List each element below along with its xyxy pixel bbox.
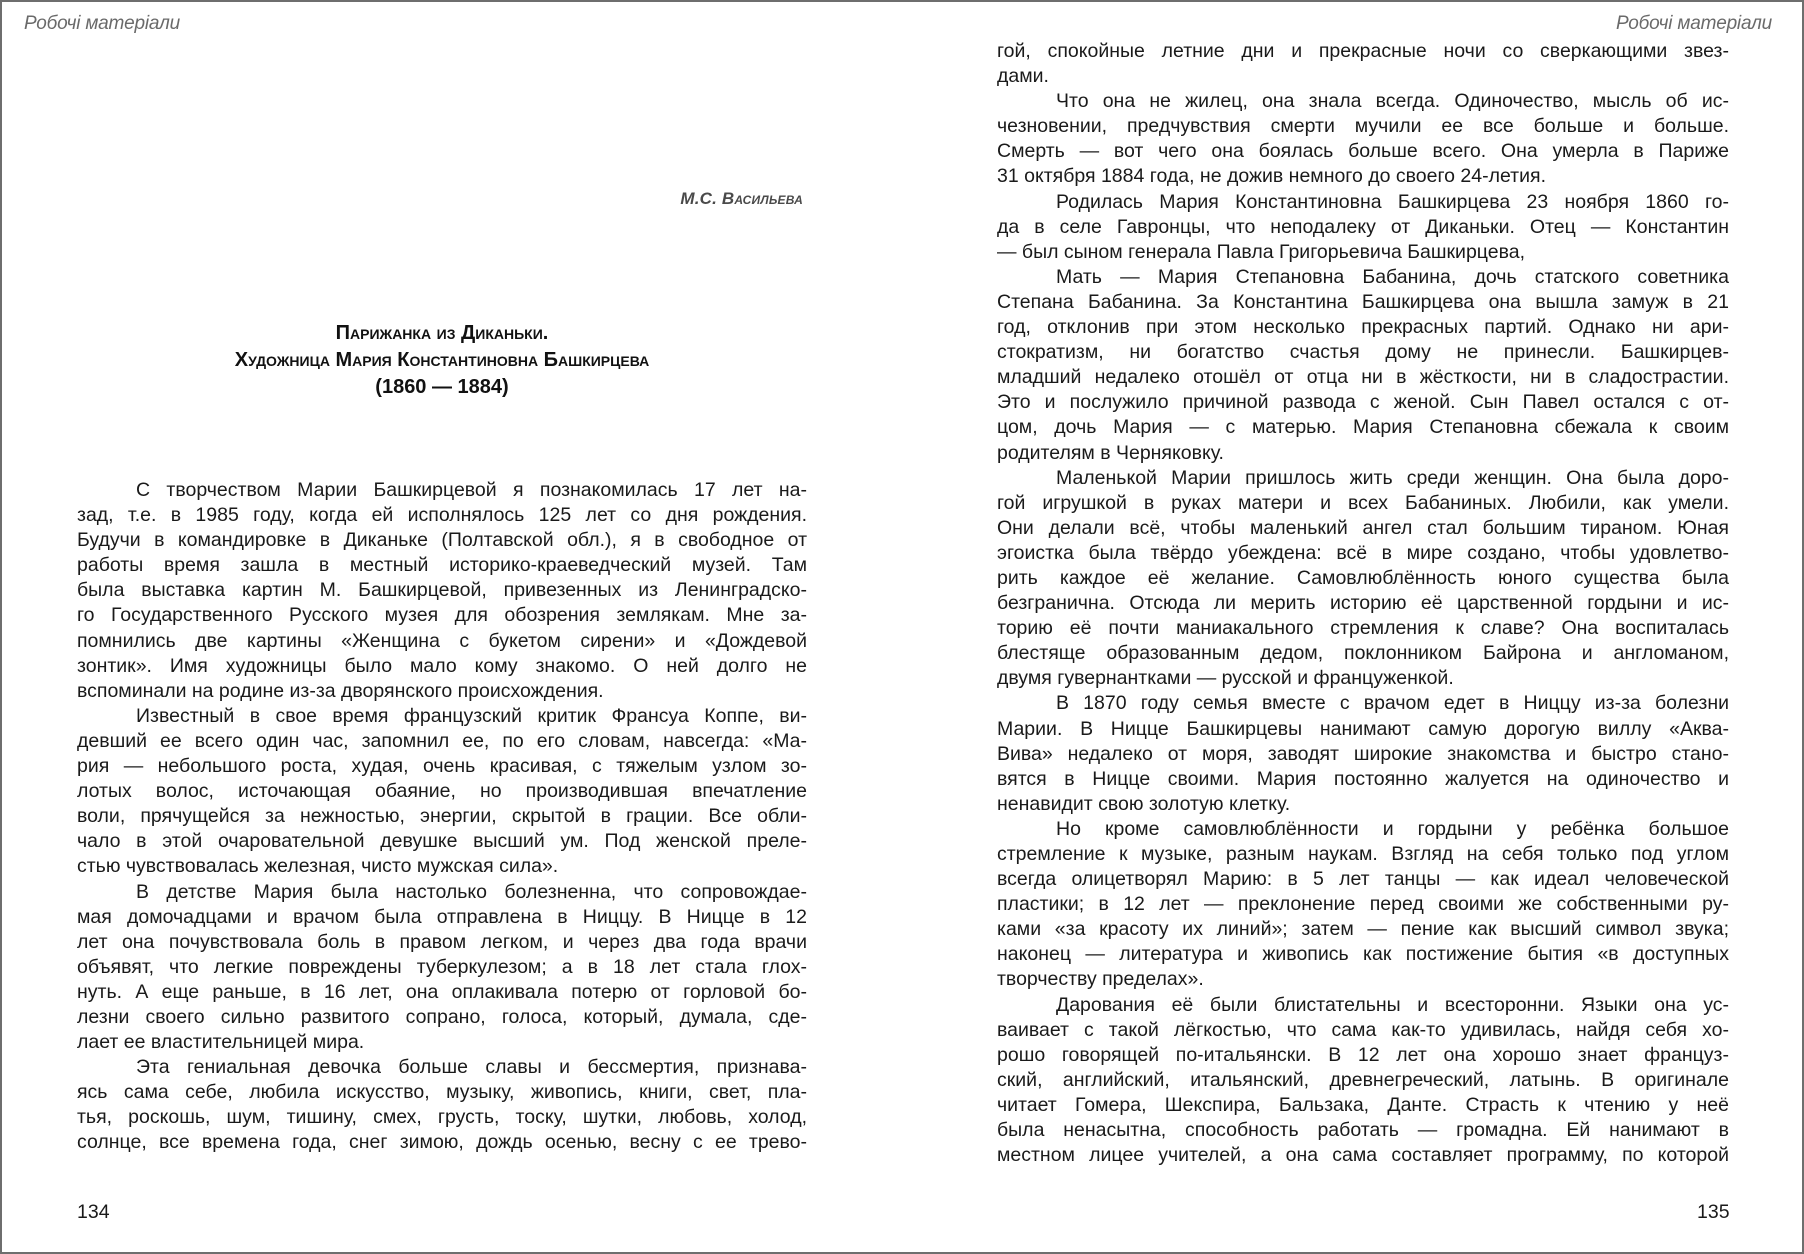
- text-line: тья, роскошь, шум, тишину, смех, грусть, тоску, шутки, любовь, холод,: [77, 1106, 807, 1129]
- running-head-right: Робочі матеріали: [1616, 13, 1772, 34]
- text-line: Степана Бабанина. За Константина Башкирцева она вышла замуж в 21: [997, 290, 1729, 313]
- title-line: (1860 — 1884): [375, 376, 509, 398]
- text-line: стремление к музыке, разным наукам. Взгляд на себя только под углом: [997, 843, 1729, 865]
- text-line: солнце, все времена года, снег зимою, дождь осенью, весну с ее трево-: [77, 1131, 807, 1154]
- text-line: Они делали всё, чтобы маленький ангел стал большим тираном. Юная: [997, 516, 1729, 539]
- text-line: лезни своего сильно развитого сопрано, голоса, который, думала, сде-: [77, 1005, 807, 1028]
- text-line: пластики; в 12 лет — преклонение перед своими же собственными ру-: [997, 893, 1729, 916]
- text-line: Известный в свое время французский критик Франсуа Коппе, ви-: [136, 704, 807, 727]
- text-line: младший недалеко отошёл от отца ни в жёсткости, ни в сладострастии.: [997, 366, 1729, 389]
- text-line: гой, спокойные летние дни и прекрасные ночи со сверкающими звез-: [997, 40, 1729, 62]
- text-line: — был сыном генерала Павла Григорьевича Башкирцева,: [997, 240, 1525, 263]
- article-author: М.С. Васильева: [680, 189, 803, 208]
- text-line: ками «за красоту их линий»; затем — пение как высший символ звука;: [997, 918, 1729, 941]
- paragraph: [77, 704, 807, 880]
- text-line: 31 октября 1884 года, не дожив немного до своего 24-летия.: [997, 165, 1546, 188]
- text-line: рить каждое её желание. Самовлюблённость юного существа была: [997, 566, 1729, 589]
- text-line: вятся в Ницце своими. Мария постоянно жалуется на одиночество и: [997, 767, 1729, 790]
- text-line: нуть. А еще раньше, в 16 лет, она оплакивала потерю от горловой бо-: [77, 980, 807, 1003]
- text-line: Будучи в командировке в Диканьке (Полтавской обл.), я в свободное от: [77, 529, 807, 552]
- paragraph: [997, 265, 1729, 466]
- text-line: Но кроме самовлюблённости и гордыни у ребёнка большое: [1056, 817, 1729, 840]
- text-line: чезновении, предчувствия смерти мучили ее все больше и больше.: [997, 115, 1729, 138]
- text-line: чало в этой очаровательной девушке высший ум. Под женской преле-: [77, 830, 807, 853]
- running-head-left: Робочі матеріали: [24, 13, 180, 34]
- text-line: Мать — Мария Степановна Бабанина, дочь статского советника: [1056, 265, 1729, 288]
- text-line: лет она почувствовала боль в правом легком, и через два года врачи: [77, 930, 807, 953]
- text-line: дами.: [997, 65, 1049, 88]
- text-line: зонтик». Имя художницы было мало кому знакомо. О ней долго не: [77, 654, 807, 677]
- text-line: Родилась Мария Константиновна Башкирцева 23 ноября 1860 го-: [1056, 190, 1729, 213]
- text-line: Марии. В Ницце Башкирцевы нанимают самую дорогую виллу «Аква-: [997, 717, 1729, 740]
- text-line: Что она не жилец, она знала всегда. Одиночество, мысль об ис-: [1056, 90, 1729, 113]
- text-line: Дарования её были блистательны и всесторонни. Языки она ус-: [1056, 993, 1729, 1016]
- right-page-body: [997, 39, 1729, 1168]
- text-line: да в селе Гавронцы, что неподалеку от Диканьки. Отец — Константин: [997, 215, 1729, 238]
- text-line: ясь сама себе, любила искусство, музыку, живопись, книги, свет, пла-: [77, 1081, 807, 1104]
- text-line: родителям в Черняковку.: [997, 441, 1224, 464]
- paragraph: [997, 817, 1729, 993]
- text-line: была выставка картин М. Башкирцевой, привезенных из Ленинградско-: [77, 579, 807, 602]
- paragraph: [77, 880, 807, 1056]
- text-line: Это и послужило причиной развода с женой. Сын Павел остался с от-: [997, 391, 1729, 414]
- text-line: читает Гомера, Шекспира, Бальзака, Данте. Страсть к чтению у неё: [997, 1093, 1729, 1116]
- text-line: блестяще образованным дедом, поклонником Байрона и англоманом,: [997, 642, 1729, 665]
- text-line: год, отклонив при этом несколько прекрасных партий. Однако ни ари-: [997, 316, 1729, 339]
- text-line: лотых волос, источающая обаяние, но производившая впечатление: [77, 780, 807, 803]
- text-line: ский, английский, итальянский, древнегреческий, латынь. В оригинале: [997, 1068, 1729, 1091]
- text-line: вспоминали на родине из-за дворянского происхождения.: [77, 679, 604, 702]
- text-line: всегда олицетворял Марию: в 5 лет танцы — как идеал человеческой: [997, 868, 1729, 891]
- text-line: девший ее всего один час, запомнил ее, по его словам, навсегда: «Ма-: [77, 729, 807, 752]
- text-line: воли, прячущейся за нежностью, энергии, скрытой в грации. Все обли-: [77, 805, 807, 828]
- text-line: работы время зашла в местный историко-краеведческий музей. Там: [77, 554, 807, 577]
- text-line: цом, дочь Мария — с матерью. Мария Степановна сбежала к своим: [997, 416, 1729, 439]
- text-line: Эта гениальная девочка больше славы и бессмертия, признава-: [136, 1056, 807, 1079]
- page-number-right: 135: [1697, 1201, 1730, 1223]
- text-line: стью чувствовалась железная, чисто мужская сила».: [77, 855, 559, 878]
- text-line: В 1870 году семья вместе с врачом едет в Ниццу из-за болезни: [1056, 692, 1729, 715]
- text-line: го Государственного Русского музея для обозрения землякам. Мне за-: [77, 604, 807, 627]
- text-line: наконец — литература и живопись как постижение бытия «в доступных: [997, 943, 1729, 966]
- text-line: эгоистка была твёрдо убеждена: всё в мире создано, чтобы удовлетво-: [997, 541, 1729, 564]
- paragraph: [77, 1055, 807, 1155]
- text-line: рошо говорящей по-итальянски. В 12 лет она хорошо знает француз-: [997, 1043, 1729, 1066]
- text-line: зад, т.е. в 1985 году, когда ей исполнялось 125 лет со дня рождения.: [77, 504, 807, 527]
- page-number-left: 134: [77, 1201, 110, 1223]
- text-line: местном лицее учителей, а она сама составляет программу, по которой: [997, 1144, 1729, 1167]
- text-line: ненавидит свою золотую клетку.: [997, 792, 1291, 815]
- text-line: лает ее властительницей мира.: [77, 1031, 365, 1054]
- text-line: Маленькой Марии пришлось жить среди женщин. Она была доро-: [1056, 466, 1729, 489]
- article-title: [77, 320, 807, 401]
- paragraph: [997, 691, 1729, 816]
- text-line: гой игрушкой в руках матери и всех Бабаниных. Любили, как умели.: [997, 491, 1729, 514]
- text-line: была ненасытна, способность работать — громадна. Ей нанимают в: [997, 1119, 1729, 1142]
- text-line: творчеству пределах».: [997, 968, 1204, 991]
- paragraph: [77, 478, 807, 704]
- text-line: безгранична. Отсюда ли мерить историю её царственной гордыни и ис-: [997, 592, 1729, 615]
- text-line: двумя гувернантками — русской и француженкой.: [997, 667, 1454, 690]
- text-line: рия — небольшого роста, худая, очень красивая, с тяжелым узлом зо-: [77, 755, 807, 778]
- paragraph: [997, 39, 1729, 89]
- text-line: объявят, что легкие повреждены туберкулезом; а в 18 лет стала глох-: [77, 955, 807, 978]
- title-line: Художница Мария Константиновна Башкирцева: [234, 349, 650, 371]
- text-line: С творчеством Марии Башкирцевой я познакомилась 17 лет на-: [136, 479, 807, 501]
- paragraph: [997, 190, 1729, 265]
- text-line: Вива» недалеко от моря, заводят широкие знакомства и быстро стано-: [997, 742, 1729, 765]
- text-line: ваивает с такой лёгкостью, что сама как-то удивилась, найдя себя хо-: [997, 1018, 1729, 1041]
- text-line: помнились две картины «Женщина с букетом сирени» и «Дождевой: [77, 629, 807, 652]
- text-line: Смерть — вот чего она боялась больше всего. Она умерла в Париже: [997, 140, 1729, 163]
- text-line: мая домочадцами и врачом была отправлена в Ниццу. В Ницце в 12: [77, 905, 807, 928]
- paragraph: [997, 466, 1729, 692]
- title-line: Парижанка из Диканьки.: [335, 322, 549, 344]
- text-line: стократизм, ни богатство счастья дому не принесли. Башкирцев-: [997, 341, 1729, 364]
- text-line: В детстве Мария была настолько болезненна, что сопровождае-: [136, 880, 807, 903]
- paragraph: [997, 89, 1729, 189]
- left-page-body: [77, 478, 807, 1156]
- text-line: торию её почти маниакального стремления к славе? Она воспиталась: [997, 617, 1729, 640]
- paragraph: [997, 993, 1729, 1169]
